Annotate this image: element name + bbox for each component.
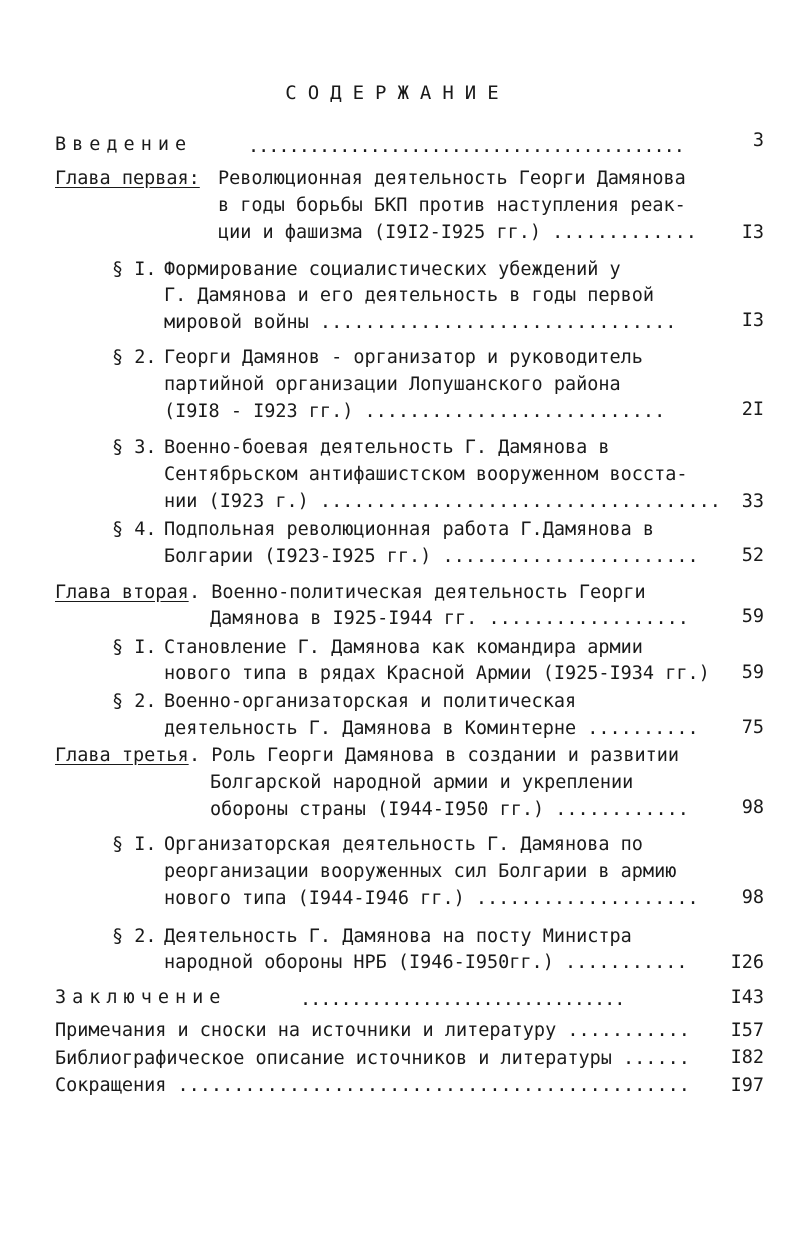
- bibliography-page: I82: [730, 1047, 764, 1068]
- conclusion-page: I43: [730, 987, 764, 1008]
- chapter-1-line: в годы борьбы БКП против наступления реак-: [218, 195, 686, 216]
- chapter-3-line: . Роль Георги Дамянова в создании и развитии: [189, 745, 680, 766]
- section-line: Деятельность Г. Дамянова на посту Министра: [164, 926, 632, 947]
- chapter-3-line: обороны страны (I944-I950 гг.) ............: [210, 799, 689, 820]
- abbreviations-page: I97: [730, 1075, 764, 1096]
- section-page: I3: [741, 310, 764, 331]
- notes-entry: Примечания и сноски на источники и литературу ...........: [55, 1020, 690, 1041]
- section-page: 75: [741, 717, 764, 738]
- chapter-1-page: I3: [741, 222, 764, 243]
- section-line: Военно-боевая деятельность Г. Дамянова в: [164, 437, 610, 458]
- section-page: I26: [730, 952, 764, 973]
- section-line: Военно-организаторская и политическая: [164, 691, 577, 712]
- section-line: Подпольная революционная работа Г.Дамянова в: [164, 519, 655, 540]
- section-mark: § 2.: [112, 691, 157, 712]
- section-line: Болгарии (I923-I925 гг.) .......................: [164, 546, 699, 567]
- section-mark: § 2.: [112, 926, 157, 947]
- chapter-1-line: Революционная деятельность Георги Дамянова: [218, 168, 686, 189]
- section-line: народной обороны НРБ (I946-I950гг.) ...........: [164, 952, 688, 973]
- section-line: Георги Дамянов - организатор и руководитель: [164, 347, 643, 368]
- section-line: мировой войны ................................: [164, 312, 677, 333]
- intro-label: Введение: [55, 134, 193, 155]
- conclusion-label: Заключение: [55, 987, 227, 1008]
- chapter-2-line: Дамянова в I925-I944 гг. ..................: [210, 608, 689, 629]
- section-line: нового типа (I944-I946 гг.) ....................: [164, 888, 699, 909]
- section-line: реорганизации вооруженных сил Болгарии в армию: [164, 861, 677, 882]
- chapter-2-page: 59: [741, 606, 764, 627]
- section-line: Становление Г. Дамянова как командира армии: [164, 637, 643, 658]
- toc-title: СОДЕРЖАНИЕ: [285, 82, 510, 104]
- section-mark: § I.: [112, 637, 157, 658]
- section-mark: § 4.: [112, 519, 157, 540]
- chapter-2-label: Глава вторая: [55, 582, 189, 603]
- section-page: 52: [741, 545, 764, 566]
- conclusion-leader: ................................: [300, 989, 625, 1010]
- section-line: Организаторская деятельность Г. Дамянова по: [164, 834, 643, 855]
- chapter-2-line: . Военно-политическая деятельность Георги: [189, 582, 646, 603]
- intro-leader: ...........................................: [248, 136, 684, 157]
- chapter-3-line: Болгарской народной армии и укреплении: [210, 772, 634, 793]
- abbreviations-entry: Сокращения ..............................................: [55, 1075, 690, 1096]
- section-mark: § I.: [112, 834, 157, 855]
- chapter-3-label: Глава третья: [55, 745, 189, 766]
- section-line: нии (I923 г.) ....................................: [164, 491, 721, 512]
- section-page: 59: [741, 662, 764, 683]
- chapter-1-label: Глава первая:: [55, 168, 200, 189]
- section-line: (I9I8 - I923 гг.) ...........................: [164, 401, 666, 422]
- section-line: партийной организации Лопушанского района: [164, 374, 621, 395]
- section-line: нового типа в рядах Красной Армии (I925-I934 гг.): [164, 663, 710, 684]
- notes-page: I57: [730, 1020, 764, 1041]
- bibliography-entry: Библиографическое описание источников и литературы ......: [55, 1048, 690, 1069]
- intro-page: 3: [752, 130, 764, 151]
- section-line: Формирование социалистических убеждений у: [164, 259, 621, 280]
- chapter-3-page: 98: [741, 797, 764, 818]
- section-page: 98: [741, 887, 764, 908]
- section-page: 33: [741, 491, 764, 512]
- section-line: Г. Дамянова и его деятельность в годы первой: [164, 285, 655, 306]
- section-mark: § 2.: [112, 347, 157, 368]
- section-page: 2I: [741, 399, 764, 420]
- section-mark: § I.: [112, 259, 157, 280]
- section-line: деятельность Г. Дамянова в Коминтерне ..........: [164, 718, 699, 739]
- section-mark: § 3.: [112, 437, 157, 458]
- chapter-1-line: ции и фашизма (I9I2-I925 гг.) .............: [218, 222, 697, 243]
- section-line: Сентябрьском антифашистском вооруженном восста-: [164, 464, 688, 485]
